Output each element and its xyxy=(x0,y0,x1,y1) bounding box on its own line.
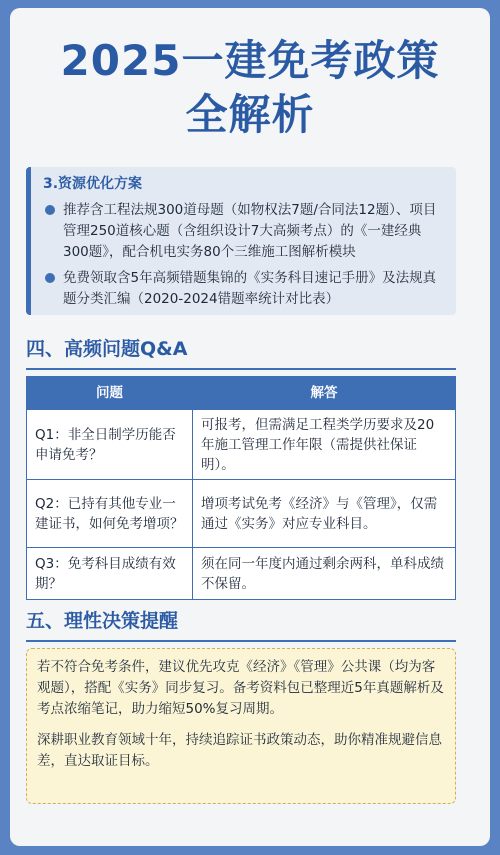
bullet-dot-icon xyxy=(45,205,55,215)
page-title xyxy=(10,34,490,142)
resource-list xyxy=(43,200,446,310)
list-item xyxy=(43,200,446,263)
answer-cell: 须在同一年度内通过剩余两科，单科成绩不保留。 xyxy=(193,548,456,600)
reminder-section-heading: 五、理性决策提醒 xyxy=(26,608,456,642)
reminder-paragraph: 若不符合免考条件，建议优先攻克《经济》《管理》公共课（均为客观题），搭配《实务》同步复习。备考资料包已整理近5年真题解析及考点浓缩笔记，助力缩短50%复习周期。 xyxy=(37,659,444,717)
page-title-line1: 2025一建免考政策 xyxy=(60,36,440,85)
qa-table xyxy=(26,376,456,600)
answer-cell: 增项考试免考《经济》与《管理》，仅需通过《实务》对应专业科目。 xyxy=(193,480,456,548)
table-row xyxy=(27,410,456,480)
table-row xyxy=(27,480,456,548)
table-row xyxy=(27,548,456,600)
list-item xyxy=(43,268,446,310)
reminder-note-box xyxy=(26,648,456,804)
page-title-line2: 全解析 xyxy=(185,90,315,139)
column-header-answer: 解答 xyxy=(193,377,456,410)
resource-item-text: 免费领取含5年高频错题集锦的《实务科目速记手册》及法规真题分类汇编（2020-2024错题率统计对比表） xyxy=(63,270,437,307)
question-cell: Q2：已持有其他专业一建证书，如何免考增项？ xyxy=(27,480,193,548)
qa-section-heading: 四、高频问题Q&A xyxy=(26,336,456,370)
question-cell: Q3：免考科目成绩有效期？ xyxy=(27,548,193,600)
resource-item-text: 推荐含工程法规300道母题（如物权法7题/合同法12题）、项目管理250道核心题（含组织设计7大高频考点）的《一建经典300题》，配合机电实务80个三维施工图解析模块 xyxy=(63,202,437,260)
column-header-question: 问题 xyxy=(27,377,193,410)
question-cell: Q1：非全日制学历能否申请免考？ xyxy=(27,410,193,480)
resource-box xyxy=(26,167,456,315)
table-header-row xyxy=(27,377,456,410)
answer-cell: 可报考，但需满足工程类学历要求及20年施工管理工作年限（需提供社保证明）。 xyxy=(193,410,456,480)
resource-heading: 3.资源优化方案 xyxy=(43,176,143,192)
bullet-dot-icon xyxy=(45,273,55,283)
reminder-paragraph: 深耕职业教育领域十年，持续追踪证书政策动态，助你精准规避信息差，直达取证目标。 xyxy=(37,732,442,769)
